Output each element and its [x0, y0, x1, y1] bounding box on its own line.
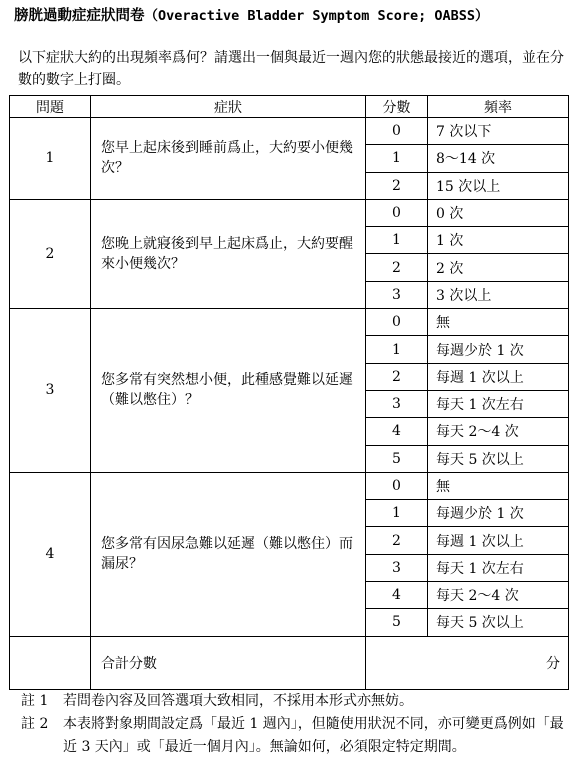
total-score-row	[10, 636, 569, 689]
option-frequency: 每天 5 次以上	[428, 609, 569, 636]
total-score-label: 合計分數	[91, 636, 366, 689]
option-score[interactable]: 0	[366, 199, 428, 226]
option-score[interactable]: 0	[366, 309, 428, 336]
option-score[interactable]: 2	[366, 527, 428, 554]
total-blank-cell	[10, 636, 91, 689]
question-symptom: 您晚上就寢後到早上起床爲止，大約要醒來小便幾次？	[91, 199, 366, 308]
table-row	[10, 199, 569, 226]
option-score[interactable]: 5	[366, 609, 428, 636]
instructions-text: 以下症狀大約的出現頻率爲何？請選出一個與最近一週內您的狀態最接近的選項，並在分數的數字上打圈。	[18, 50, 564, 88]
footnote-tag: 註 2	[21, 716, 49, 732]
question-number: 1	[10, 118, 91, 200]
option-score[interactable]: 4	[366, 582, 428, 609]
table-row	[10, 309, 569, 336]
option-score[interactable]: 1	[366, 500, 428, 527]
footnotes	[21, 690, 571, 759]
option-frequency: 15 次以上	[428, 172, 569, 199]
question-symptom: 您早上起床後到睡前爲止，大約要小便幾次？	[91, 118, 366, 200]
document-title	[14, 4, 488, 25]
question-symptom: 您多常有突然想小便，此種感覺難以延遲（難以憋住）？	[91, 309, 366, 473]
option-frequency: 每週 1 次以上	[428, 527, 569, 554]
question-number: 3	[10, 309, 91, 473]
option-score[interactable]: 4	[366, 418, 428, 445]
option-score[interactable]: 1	[366, 227, 428, 254]
option-frequency: 每天 5 次以上	[428, 445, 569, 472]
question-number: 2	[10, 199, 91, 308]
title-chinese: 膀胱過動症症狀問卷	[14, 7, 145, 24]
option-score[interactable]: 2	[366, 172, 428, 199]
header-frequency: 頻率	[428, 96, 569, 118]
table-row	[10, 118, 569, 145]
footnote-text: 若問卷內容及回答選項大致相同，不採用本形式亦無妨。	[63, 693, 413, 709]
header-symptom: 症狀	[91, 96, 366, 118]
option-frequency: 每天 1 次左右	[428, 390, 569, 417]
title-english: （Overactive Bladder Symptom Score; OABSS）	[144, 8, 489, 24]
header-question: 問題	[10, 96, 91, 118]
option-frequency: 每天 2～4 次	[428, 418, 569, 445]
option-score[interactable]: 2	[366, 254, 428, 281]
option-score[interactable]: 3	[366, 281, 428, 308]
option-frequency: 每週 1 次以上	[428, 363, 569, 390]
option-frequency: 無	[428, 309, 569, 336]
option-frequency: 1 次	[428, 227, 569, 254]
option-frequency: 3 次以上	[428, 281, 569, 308]
header-score: 分數	[366, 96, 428, 118]
option-score[interactable]: 3	[366, 554, 428, 581]
questionnaire-table	[9, 95, 569, 690]
option-frequency: 0 次	[428, 199, 569, 226]
option-score[interactable]: 3	[366, 390, 428, 417]
option-frequency: 每週少於 1 次	[428, 336, 569, 363]
option-frequency: 7 次以下	[428, 118, 569, 145]
question-symptom: 您多常有因尿急難以延遲（難以憋住）而漏尿？	[91, 472, 366, 636]
option-score[interactable]: 2	[366, 363, 428, 390]
option-frequency: 每週少於 1 次	[428, 500, 569, 527]
table-row	[10, 472, 569, 499]
option-frequency: 每天 2～4 次	[428, 582, 569, 609]
option-frequency: 無	[428, 472, 569, 499]
option-score[interactable]: 5	[366, 445, 428, 472]
footnote-1	[21, 690, 571, 713]
option-score[interactable]: 1	[366, 336, 428, 363]
footnote-tag: 註 1	[21, 693, 49, 709]
option-frequency: 2 次	[428, 254, 569, 281]
option-frequency: 8～14 次	[428, 145, 569, 172]
question-number: 4	[10, 472, 91, 636]
table-header-row	[10, 96, 569, 118]
footnote-text: 本表將對象期間設定爲「最近 1 週內」，但隨使用狀況不同，亦可變更爲例如「最近 3 天內」或「最近一個月內」。無論如何，必須限定特定期間。	[63, 716, 564, 755]
total-score-unit: 分	[366, 636, 569, 689]
option-score[interactable]: 1	[366, 145, 428, 172]
option-score[interactable]: 0	[366, 118, 428, 145]
option-score[interactable]: 0	[366, 472, 428, 499]
footnote-2	[21, 713, 571, 759]
questions-body	[10, 118, 569, 637]
option-frequency: 每天 1 次左右	[428, 554, 569, 581]
